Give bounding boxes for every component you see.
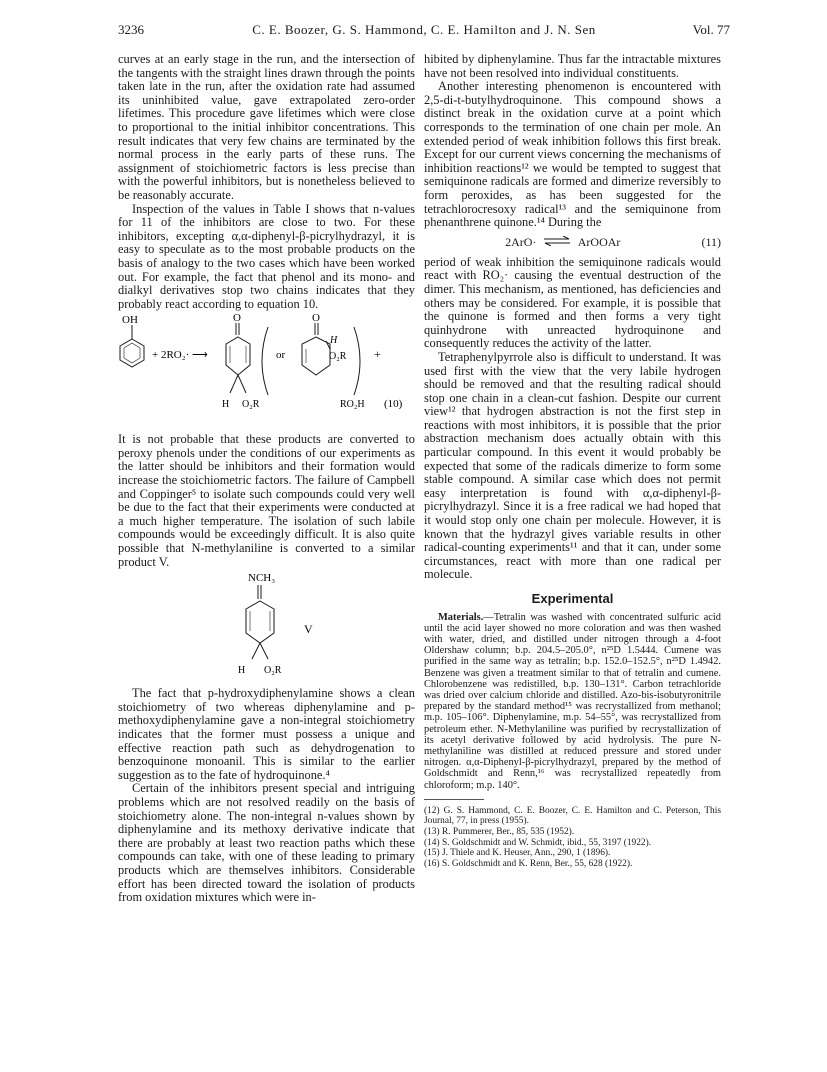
- methylimine-label: NCH₃: [248, 572, 276, 585]
- section-heading: Experimental: [531, 591, 614, 607]
- paragraph: Inspection of the values in Table I shows that n-values for 11 of the inhibitors are close to two. For these inhibitors, excepting α,α-diphenyl-β-picrylhydrazyl, it is easy to speculate as to the most probable products on the basis of analogy to the two cases which have been worked out. For example, the fact that phenol and its mono- and dialkyl derivatives stop two chains indicates that they probably react according to equation 10.: [118, 201, 415, 311]
- equilibrium-arrow: [543, 236, 571, 250]
- hydrogen-label: H: [238, 665, 246, 677]
- equation-number: (11): [701, 234, 721, 249]
- equation-right: ArOOAr: [577, 234, 621, 249]
- materials-label: Materials.: [438, 611, 484, 623]
- right-column: [424, 53, 721, 869]
- equation-left: 2ArO·: [505, 234, 537, 249]
- equation-number: (10): [384, 398, 403, 411]
- author-line: C. E. Boozer, G. S. Hammond, C. E. Hamilton and J. N. Sen: [252, 22, 596, 37]
- paragraph: Tetraphenylpyrrole also is difficult to understand. It was used first with the view that the very labile hydrogen should be removed and that the resulting radical should stop one chain in a clean-cut fashion. Despite our current view¹² that hydrogen abstraction is not the first step in reactions with most inhibitors, it is possible that the prior abstraction mechanism does actually obtain with this particular compound. In this event it would probably be expected that some of the radicals dimerize to form some stable compound. A similar case which does not permit easy interpretation is found with α,α-diphenyl-β-picrylhydrazyl. Since it is a free radical we had hoped that it would stop only one chain per molecule. However, it is known that the hydrazyl gives variable results in other radical-counting experiments¹¹ and that it can, under some circumstances, react with more than one radical per molecule.: [424, 349, 721, 582]
- peroxy-label: O₂R: [242, 399, 260, 411]
- materials-paragraph: [424, 612, 721, 791]
- carbonyl-label: O: [233, 313, 241, 325]
- peroxy-label: O₂R: [329, 351, 347, 363]
- footnote: (14) S. Goldschmidt and W. Schmidt, ibid., 55, 3197 (1922).: [424, 837, 652, 848]
- or-label: or: [276, 349, 286, 362]
- peroxy-label: O₂R: [264, 665, 282, 677]
- hydrogen-label: H: [222, 399, 230, 411]
- paragraph: hibited by diphenylamine. Thus far the intractable mixtures have not been resolved into individual constituents.: [424, 52, 721, 80]
- reagent-text: + 2RO₂· ⟶: [152, 349, 208, 362]
- carbonyl-label: O: [312, 313, 320, 325]
- running-header: [118, 22, 730, 40]
- plus-sign: +: [374, 347, 381, 362]
- footnote: (16) S. Goldschmidt and K. Renn, Ber., 55, 628 (1922).: [424, 858, 633, 869]
- equation-11: [424, 236, 721, 250]
- footnote: (12) G. S. Hammond, C. E. Boozer, C. E. Hamilton and C. Peterson, This Journal, 77, in press (1955).: [424, 805, 721, 827]
- paragraph: Certain of the inhibitors present special and intriguing problems which are not resolved readily on the basis of stoichiometry alone. The non-integral n-values shown by diphenylamine and its methoxy derivative indicate that there are probably at least two reaction paths which these compounds can take, with one of these leading to primary products which are themselves inhibitors. Considerable effort has been directed toward the isolation of products from oxidation mixtures which were in-: [118, 781, 415, 905]
- materials-text: —Tetralin was washed with concentrated sulfuric acid until the acid layer showed no more coloration and was then washed with water, dried, and distilled under nitrogen through a 4-foot Oldershaw column; b.p. 204.5–205.0°, n²⁵D 1.5444. Cumene was purified in the same way as tetralin; b.p. 152.0–152.5°, n²⁵D 1.4942. Benzene was given a treatment similar to that of tetralin and cumene. Chlorobenzene was redistilled, b.p. 130–131°. Carbon tetrachloride was dried over calcium chloride and distilled. Azo-bis-isobutyronitrile prepared by the standard method¹⁵ was recrystallized from methanol; m.p. 105–106°. Diphenylamine, m.p. 54–55°, was recrystallized from petroleum ether. N-Methylaniline was purified by recrystallization of its acetyl derivative followed by acid hydrolysis. The pure N-methylaniline was distilled at reduced pressure and stored under nitrogen. α,α-Diphenyl-β-picrylhydrazyl, prepared by the method of Goldschmidt and Renn,¹⁶ was recrystallized repeatedly from chloroform; m.p. 140°.: [424, 611, 721, 791]
- equation-10-structure: [118, 313, 415, 431]
- footnote: (15) J. Thiele and K. Heuser, Ann., 290, 1 (1896).: [424, 848, 611, 859]
- footnote: (13) R. Pummerer, Ber., 85, 535 (1952).: [424, 827, 575, 838]
- paragraph: It is not probable that these products are converted to peroxy phenols under the conditions of our experiments as the latter should be inhibitors and their formation would increase the stoichiometric factors. The failure of Campbell and Coppinger⁵ to isolate such compounds could very well be due to the fact that their experiments were conducted at a much higher temperature. The isolation of such labile compounds would be exceedingly difficult. It is also quite possible that N-methylaniline is converted to a similar product V.: [118, 432, 415, 569]
- hydrogen-label: H: [330, 335, 338, 347]
- hydroxyl-label: OH: [122, 314, 138, 327]
- footnote-divider: [424, 799, 484, 800]
- paragraph: The fact that p-hydroxydiphenylamine shows a clean stoichiometry of two whereas diphenylamine and p-methoxydiphenylamine gave a non-integral stoichiometry indicates that the former must possess a unique and effective reaction path such as dehydrogenation to benzoquinone monoanil. This is similar to the earlier suggestion as to the fate of hydroquinone.⁴: [118, 686, 415, 782]
- paragraph: period of weak inhibition the semiquinone radicals would react with RO₂· causing the eventual destruction of the dimer. This mechanism, as mentioned, has deficiencies and others may be considered. For example, it is possible that the quinone is formed and then forms a very tight quinhydrone with unreacted hydroquinone and consequently reduces the activity of the latter.: [424, 254, 721, 351]
- structure-v: [118, 571, 415, 683]
- volume-label: Vol. 77: [692, 22, 730, 37]
- paragraph: Another interesting phenomenon is encountered with 2,5-di-t-butylhydroquinone. This compound shows a distinct break in the oxidation curve at a point which corresponds to the termination of one chain per mole. An extended period of weak inhibition follows this first break. Except for our current views concerning the mechanisms of inhibition reactions¹² we would be tempted to suggest that semiquinone radicals are formed and dimerize reversibly to form peroxides, as has been suggested for the tetrachlorocresoxy radical¹³ and the semiquinone from phenanthrene quinone.¹⁴ During the: [424, 79, 721, 230]
- hydroperoxide-label: RO₂H: [340, 399, 365, 411]
- left-column: [118, 53, 415, 905]
- structure-number: V: [304, 622, 313, 637]
- paragraph: curves at an early stage in the run, and the intersection of the tangents with the straight lines drawn through the points taken late in the run, after the oxidation rate had assumed its uninhibited value, gave extrapolated zero-order lifetimes. This procedure gave lifetimes which were close to proportional to the initial inhibitor concentrations. This result indicates that very few chains are terminated by the normal process in the early parts of these runs. The assignment of stoichiometric factors is less precise than with the powerful inhibitors, but is nonetheless believed to be reasonably accurate.: [118, 52, 415, 202]
- page-number: 3236: [118, 22, 144, 37]
- footnotes: [424, 806, 721, 870]
